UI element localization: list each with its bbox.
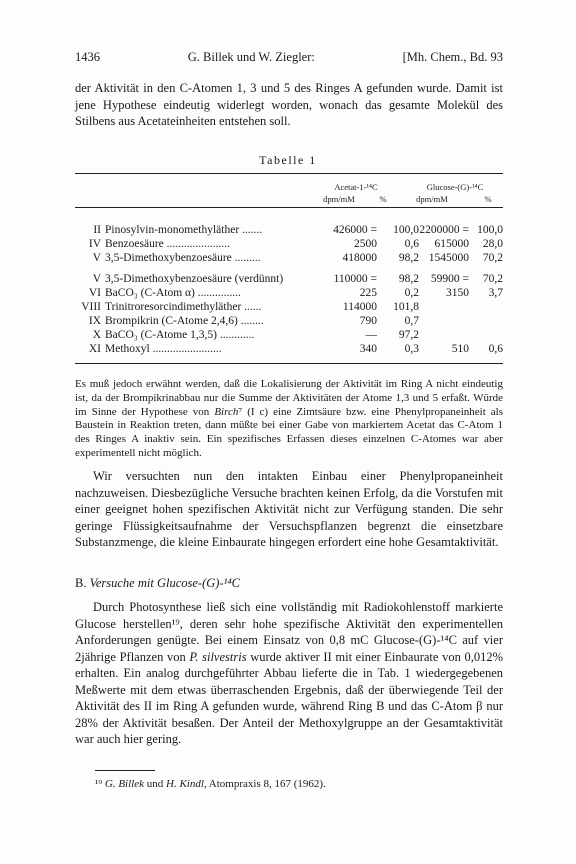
acetate-pct: 98,2 [398, 273, 419, 285]
intro-paragraph-block [75, 80, 503, 130]
subheader-dpm-acetate: dpm/mM [323, 194, 355, 204]
glucose-pct: 70,2 [482, 252, 503, 264]
footnote-und: und [144, 778, 166, 790]
acetate-pct: 101,8 [393, 301, 419, 313]
footnote-author-2: H. Kindl [166, 778, 204, 790]
table-row [75, 238, 503, 252]
row-number: IX [88, 315, 101, 327]
footnote-rest: , Atompraxis 8, 167 (1962). [203, 778, 326, 790]
glucose-pct: 28,0 [482, 238, 503, 250]
table-row [75, 252, 503, 266]
glucose-dpm: 59900 = [430, 273, 469, 285]
glucose-dpm: 2200000 = [419, 224, 469, 236]
section-heading [75, 576, 503, 591]
note-text-b: ⁷ (I c) eine Zimtsäure bzw. eine Phenylpropaneinheit als Baustein in Reaktion treten, dann müßte bei einer Gabe von markiertem Acetat das C-Atom 1 des Ringes A inaktiv sein. Ein spezifisches Erfassen dieses einzelnen C-Atomes war aber experimentell nicht möglich. [75, 405, 504, 459]
table-top-rule [75, 173, 503, 174]
acetate-pct: 0,7 [404, 315, 419, 327]
table-row [75, 343, 503, 357]
row-number: II [93, 224, 101, 236]
page-number: 1436 [75, 50, 100, 64]
paragraph-3-text-a: Durch Photosynthese ließ sich eine vollständig mit Radiokohlenstoff markierte Glucose herstellen¹⁹, deren sehr hohe spezifische Aktivität den experimentellen Anforderungen genügte. Bei einem Einsatz von 0,8 mC Glucose-(G)-¹⁴C auf vier 2jährige Pflanzen von [75, 600, 503, 664]
subheader-dpm-glucose: dpm/mM [416, 194, 448, 204]
table-row [75, 329, 503, 343]
glucose-pct: 3,7 [488, 287, 503, 299]
row-number: V [92, 273, 101, 285]
glucose-dpm: 510 [451, 343, 469, 355]
row-number: IV [88, 238, 101, 250]
species-name: P. silvestris [189, 649, 247, 664]
acetate-dpm: 110000 = [333, 273, 377, 285]
header-authors: G. Billek und W. Ziegler: [187, 50, 315, 64]
table-bottom-rule [75, 363, 503, 364]
row-compound: Trinitroresorcindimethyläther ...... [105, 301, 262, 313]
glucose-dpm: 3150 [446, 287, 469, 299]
glucose-pct: 100,0 [477, 224, 503, 236]
header-acetate: Acetat-1-¹⁴C [334, 182, 378, 192]
table-header-rule [75, 207, 503, 208]
table-row [75, 273, 503, 287]
paragraph-3-text-b: wurde aktiver II mit einer Einbaurate von 0,012% erhalten. Ein analog durchgeführter Abbau lieferte die in Tab. 1 wiedergegebenen Meßwerte mit dem etwas überraschenden Ergebnis, daß der überwiegende Teil der Aktivität des II im Ring A gefunden wurde, während Ring B und das C-Atom β nur 28% der Aktivität besaßen. Der Anteil der Methoxylgruppe an der Gesamtaktivität war auch hier gering. [75, 649, 503, 746]
subheader-pct-acetate: % [379, 194, 387, 204]
note-paragraph-block [75, 378, 503, 461]
row-compound: Brompikrin (C-Atome 2,4,6) ........ [105, 315, 264, 327]
acetate-pct: 100,0 [393, 224, 419, 236]
table-row [75, 315, 503, 329]
footnote-rule [95, 770, 155, 771]
row-compound: BaCO₃ (C-Atom α) ............... [105, 287, 241, 299]
section-title: Versuche mit Glucose-(G)-¹⁴C [89, 576, 241, 590]
paragraph-3 [75, 599, 503, 748]
running-header [75, 50, 503, 65]
row-compound: Methoxyl ........................ [105, 343, 222, 355]
row-number: XI [88, 343, 101, 355]
table-row [75, 287, 503, 301]
footnote-author-1: G. Billek [104, 778, 144, 790]
acetate-dpm: 225 [359, 287, 377, 299]
note-paragraph [75, 378, 503, 461]
acetate-dpm: — [365, 329, 377, 341]
table-row [75, 301, 503, 315]
author-birch: Birch [214, 405, 239, 418]
acetate-dpm: 2500 [354, 238, 377, 250]
acetate-dpm: 340 [359, 343, 377, 355]
row-compound: Benzoesäure ...................... [105, 238, 230, 250]
paragraph-3-block [75, 599, 503, 748]
table-row [75, 224, 503, 238]
row-number: VI [88, 287, 101, 299]
glucose-pct: 0,6 [488, 343, 503, 355]
acetate-pct: 0,2 [404, 287, 419, 299]
acetate-pct: 0,6 [404, 238, 419, 250]
section-label: B. [75, 576, 87, 590]
acetate-dpm: 790 [359, 315, 377, 327]
footnote-mark: ¹⁹ [95, 778, 103, 790]
glucose-dpm: 1545000 [428, 252, 469, 264]
acetate-pct: 98,2 [398, 252, 419, 264]
paragraph-2-block [75, 468, 503, 551]
intro-paragraph: der Aktivität in den C-Atomen 1, 3 und 5 des Ringes A gefunden wurde. Damit ist jene Hypothese eindeutig widerlegt worden, wonach das gesamte Molekül des Stilbens aus Acetateinheiten entstehen soll. [75, 81, 503, 128]
row-number: V [92, 252, 101, 264]
glucose-dpm: 615000 [434, 238, 469, 250]
note-text-a: Es muß jedoch erwähnt werden, daß die Lokalisierung der Aktivität im Ring A nicht eindeutig ist, da der Brompikrinabbau nur die Summe der Aktivitäten der Atome 1,3 und 5 erfaßt. Würde im Sinne der Hypothese von [75, 378, 503, 418]
row-number: X [92, 329, 101, 341]
paragraph-2: Wir versuchten nun den intakten Einbau einer Phenylpropaneinheit nachzuweisen. Diesbezügliche Versuche brachten keinen Erfolg, da die Vorstufen mit einer geeignet hohen spezifischen Aktivität nicht zur Verfügung standen. Die sehr geringe Flüssigkeitsaufnahme der Versuchspflanzen begrenzt die einsetzbare Substanzmenge, die kleine Einbaurate hingegen erfordert eine hohe Gesamtaktivität. [75, 469, 503, 549]
table-caption: Tabelle 1 [259, 153, 317, 167]
row-compound: BaCO₃ (C-Atome 1,3,5) ............ [105, 329, 255, 341]
acetate-dpm: 114000 [342, 301, 377, 313]
glucose-pct: 70,2 [482, 273, 503, 285]
row-compound: 3,5-Dimethoxybenzoesäure (verdünnt) [105, 273, 284, 285]
row-compound: Pinosylvin-monomethyläther ....... [105, 224, 263, 236]
header-glucose: Glucose-(G)-¹⁴C [426, 182, 484, 192]
acetate-dpm: 418000 [342, 252, 377, 264]
header-journal: [Mh. Chem., Bd. 93 [402, 50, 503, 64]
row-compound: 3,5-Dimethoxybenzoesäure ......... [105, 252, 261, 264]
row-number: VIII [81, 301, 101, 313]
acetate-pct: 97,2 [398, 329, 419, 341]
subheader-pct-glucose: % [484, 194, 492, 204]
acetate-dpm: 426000 = [333, 224, 377, 236]
acetate-pct: 0,3 [404, 343, 419, 355]
footnote [95, 778, 503, 790]
